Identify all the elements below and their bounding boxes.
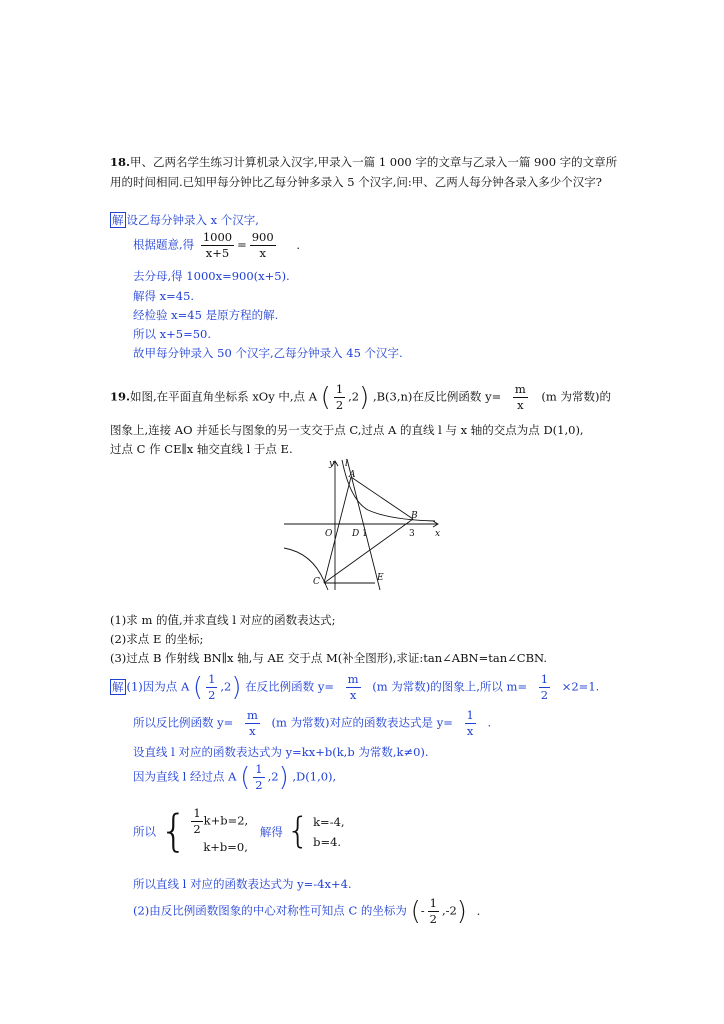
hyperbola-branch-2 [284, 548, 328, 590]
label-3: 3 [409, 529, 415, 539]
q18-solution-line-7: 故甲每分钟录入 50 个汉字,乙每分钟录入 45 个汉字. [133, 346, 403, 360]
q19-solution-line-7: (2)由反比例函数图象的中心对称性可知点 C 的坐标为 (- $\frac{1}{2}$ ,-2) . [133, 896, 481, 927]
q18-solution-line-1: 解 设乙每分钟录入 x 个汉字, [112, 213, 259, 227]
q19-part-3: (3)过点 B 作射线 BN∥x 轴,与 AE 交于点 M(补全图形),求证:tan∠ABN=tan∠CBN. [110, 651, 547, 665]
q19-solution-system: 所以 { $\frac{1}{2}$ k+b=2, k+b=0, 解得 { k=-4, b=4. [133, 805, 345, 857]
question-18 [110, 152, 620, 192]
q18-solution-line-6: 所以 x+5=50. [133, 327, 212, 341]
q19-part-2: (2)求点 E 的坐标; [110, 632, 204, 646]
label-x: x [435, 529, 441, 539]
q18-solution-line-4: 解得 x=45. [133, 289, 195, 303]
label-C: C [313, 577, 320, 587]
q19-solution-line-3: 设直线 l 对应的函数表达式为 y=kx+b(k,b 为常数,k≠0). [133, 745, 429, 759]
hyperbola-branch-1 [342, 460, 435, 521]
question-19-line-1: 19.如图,在平面直角坐标系 xOy 中,点 A ( $\frac{1}{2}$ ,2) ,B(3,n)在反比例函数 y= $\frac{m}{x}$ (m 为常数)的 [110, 382, 611, 413]
question-number: 19. [110, 389, 131, 404]
fraction: $\frac{900}{x}$ [251, 230, 274, 260]
question-19-line-2: 图象上,连接 AO 并延长与图象的另一支交于点 C,过点 A 的直线 l 与 x 轴的交点为点 D(1,0), [110, 423, 584, 437]
q19-solution-line-6: 所以直线 l 对应的函数表达式为 y=-4x+4. [133, 877, 352, 891]
label-B: B [411, 511, 418, 521]
coordinate-figure [280, 455, 450, 595]
segment-CB [324, 519, 413, 583]
label-1: 1 [362, 529, 368, 539]
answer-tag: 解 [112, 213, 124, 227]
question-text: 甲、乙两名学生练习计算机录入汉字,甲录入一篇 1 000 字的文章与乙录入一篇 900 字的文章所用的时间相同.已知甲每分钟比乙每分钟多录入 5 个汉字,问:甲、乙两人每分钟各录入多少个汉字? [110, 155, 618, 189]
label-E: E [377, 573, 384, 583]
question-19-line-3: 过点 C 作 CE∥x 轴交直线 l 于点 E. [110, 442, 293, 456]
q18-solution-line-2: 根据题意,得 $\frac{1000}{x+5}$ = $\frac{900}{x}$ . [133, 230, 300, 260]
fraction: $\frac{1000}{x+5}$ [202, 230, 233, 260]
question-number: 18. [110, 155, 131, 169]
label-O: O [325, 529, 333, 539]
q19-solution-line-4: 因为直线 l 经过点 A ( $\frac{1}{2}$ ,2) ,D(1,0), [133, 762, 337, 793]
label-y: y [329, 459, 335, 469]
label-D: D [352, 529, 360, 539]
q19-solution-line-2: 所以反比例函数 y= $\frac{m}{x}$ (m 为常数)对应的函数表达式是 y= $\frac{1}{x}$ . [133, 708, 492, 738]
q18-solution-line-3: 去分母,得 1000x=900(x+5). [133, 269, 290, 283]
answer-tag: 解 [112, 679, 124, 694]
q19-solution-line-1: 解 (1)因为点 A ( $\frac{1}{2}$ ,2) 在反比例函数 y= $\frac{m}{x}$ (m 为常数)的图象上,所以 m= $\frac{1}{2}$ ×2=1. [112, 672, 600, 703]
label-l: l [345, 459, 348, 469]
q19-part-1: (1)求 m 的值,并求直线 l 对应的函数表达式; [110, 613, 336, 627]
q18-solution-line-5: 经检验 x=45 是原方程的解. [133, 308, 279, 322]
label-A: A [349, 470, 356, 480]
